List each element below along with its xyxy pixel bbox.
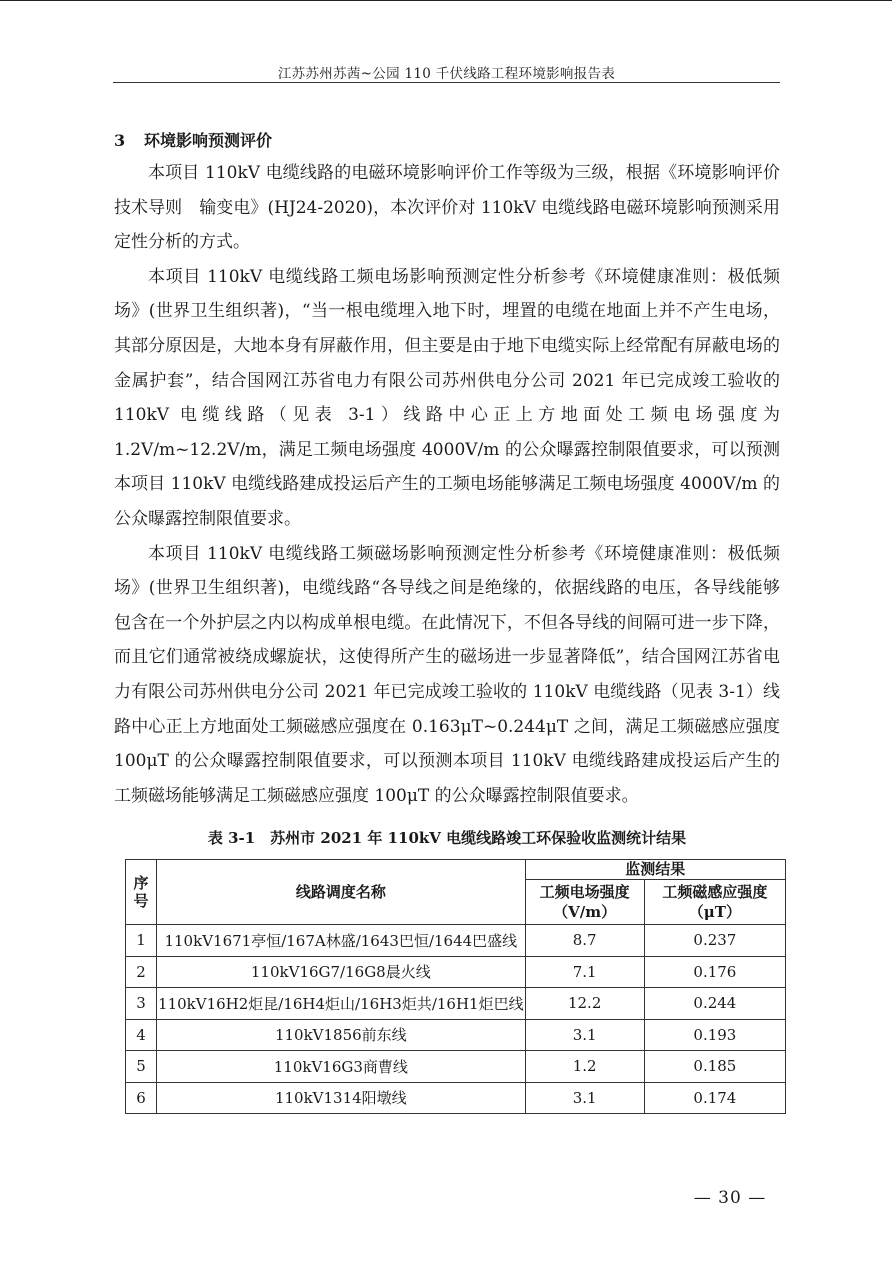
row-efield: 12.2 <box>525 988 644 1020</box>
row-efield: 7.1 <box>525 956 644 988</box>
header-index: 序号 <box>126 860 157 925</box>
paragraph-1: 本项目 110kV 电缆线路的电磁环境影响评价工作等级为三级，根据《环境影响评价技术导则 输变电》(HJ24-2020)，本次评价对 110kV 电缆线路电磁环境影响预测采用定性分析的方式。 <box>114 163 780 253</box>
header-efield: 工频电场强度（V/m） <box>525 880 644 925</box>
page-top-border <box>0 0 892 1</box>
paragraph-2: 本项目 110kV 电缆线路工频电场影响预测定性分析参考《环境健康准则：极低频场》(世界卫生组织著)，“当一根电缆埋入地下时，埋置的电缆在地面上并不产生电场，其部分原因是，大地本身有屏蔽作用，但主要是由于地下电缆实际上经常配有屏蔽电场的金属护套”，结合国网江苏省电力有限公司苏州供电分公司 2021 年已完成竣工验收的 110kV 电缆线路（见表 3-1）线路中心正上方地面处工频电场强度为 1.2V/m~12.2V/m，满足工频电场强度 4000V/m 的公众曝露控制限值要求，可以预测本项目 110kV 电缆线路建成投运后产生的工频电场能够满足工频电场强度 4000V/m 的公众曝露控制限值要求。 <box>114 266 780 529</box>
row-line-name: 110kV1314阳墩线 <box>157 1082 526 1114</box>
row-bfield: 0.174 <box>644 1082 785 1114</box>
row-efield: 1.2 <box>525 1051 644 1083</box>
header-rule <box>113 82 780 83</box>
page-number: — 30 — <box>693 1188 767 1208</box>
document-header: 江苏苏州苏茜~公园 110 千伏线路工程环境影响报告表 <box>277 66 616 82</box>
header-bfield: 工频磁感应强度（μT） <box>644 880 785 925</box>
table-row <box>126 925 786 957</box>
table-row <box>126 956 786 988</box>
section-heading <box>114 128 272 151</box>
header-monitoring-results: 监测结果 <box>525 860 785 880</box>
table-row <box>126 1051 786 1083</box>
row-index: 5 <box>126 1051 157 1083</box>
section-title: 环境影响预测评价 <box>144 131 273 150</box>
section-number: 3 <box>114 131 126 150</box>
row-bfield: 0.193 <box>644 1019 785 1051</box>
row-bfield: 0.176 <box>644 956 785 988</box>
table-row <box>126 988 786 1020</box>
table-row <box>126 1082 786 1114</box>
row-line-name: 110kV16G3商曹线 <box>157 1051 526 1083</box>
row-index: 1 <box>126 925 157 957</box>
row-line-name: 110kV1671亭恒/167A林盛/1643巴恒/1644巴盛线 <box>157 925 526 957</box>
body-text <box>114 156 780 813</box>
row-line-name: 110kV16G7/16G8晨火线 <box>157 956 526 988</box>
paragraph-3: 本项目 110kV 电缆线路工频磁场影响预测定性分析参考《环境健康准则：极低频场》(世界卫生组织著)，电缆线路“各导线之间是绝缘的，依据线路的电压，各导线能够包含在一个外护层之内以构成单根电缆。在此情况下，不但各导线的间隔可进一步下降，而且它们通常被绕成螺旋状，这使得所产生的磁场进一步显著降低”，结合国网江苏省电力有限公司苏州供电分公司 2021 年已完成竣工验收的 110kV 电缆线路（见表 3-1）线路中心正上方地面处工频磁感应强度在 0.163μT~0.244μT 之间，满足工频磁感应强度 100μT 的公众曝露控制限值要求，可以预测本项目 110kV 电缆线路建成投运后产生的工频磁场能够满足工频磁感应强度 100μT 的公众曝露控制限值要求。 <box>114 543 780 806</box>
row-line-name: 110kV1856前东线 <box>157 1019 526 1051</box>
row-bfield: 0.244 <box>644 988 785 1020</box>
row-efield: 3.1 <box>525 1019 644 1051</box>
row-efield: 3.1 <box>525 1082 644 1114</box>
row-line-name: 110kV16H2炬昆/16H4炬山/16H3炬共/16H1炬巴线 <box>157 988 526 1020</box>
row-index: 2 <box>126 956 157 988</box>
row-index: 6 <box>126 1082 157 1114</box>
row-index: 4 <box>126 1019 157 1051</box>
monitoring-table <box>125 859 786 1114</box>
table-row <box>126 1019 786 1051</box>
header-line-name: 线路调度名称 <box>157 860 526 925</box>
row-index: 3 <box>126 988 157 1020</box>
row-efield: 8.7 <box>525 925 644 957</box>
table-caption: 表 3-1 苏州市 2021 年 110kV 电缆线路竣工环保验收监测统计结果 <box>207 829 687 847</box>
row-bfield: 0.237 <box>644 925 785 957</box>
row-bfield: 0.185 <box>644 1051 785 1083</box>
